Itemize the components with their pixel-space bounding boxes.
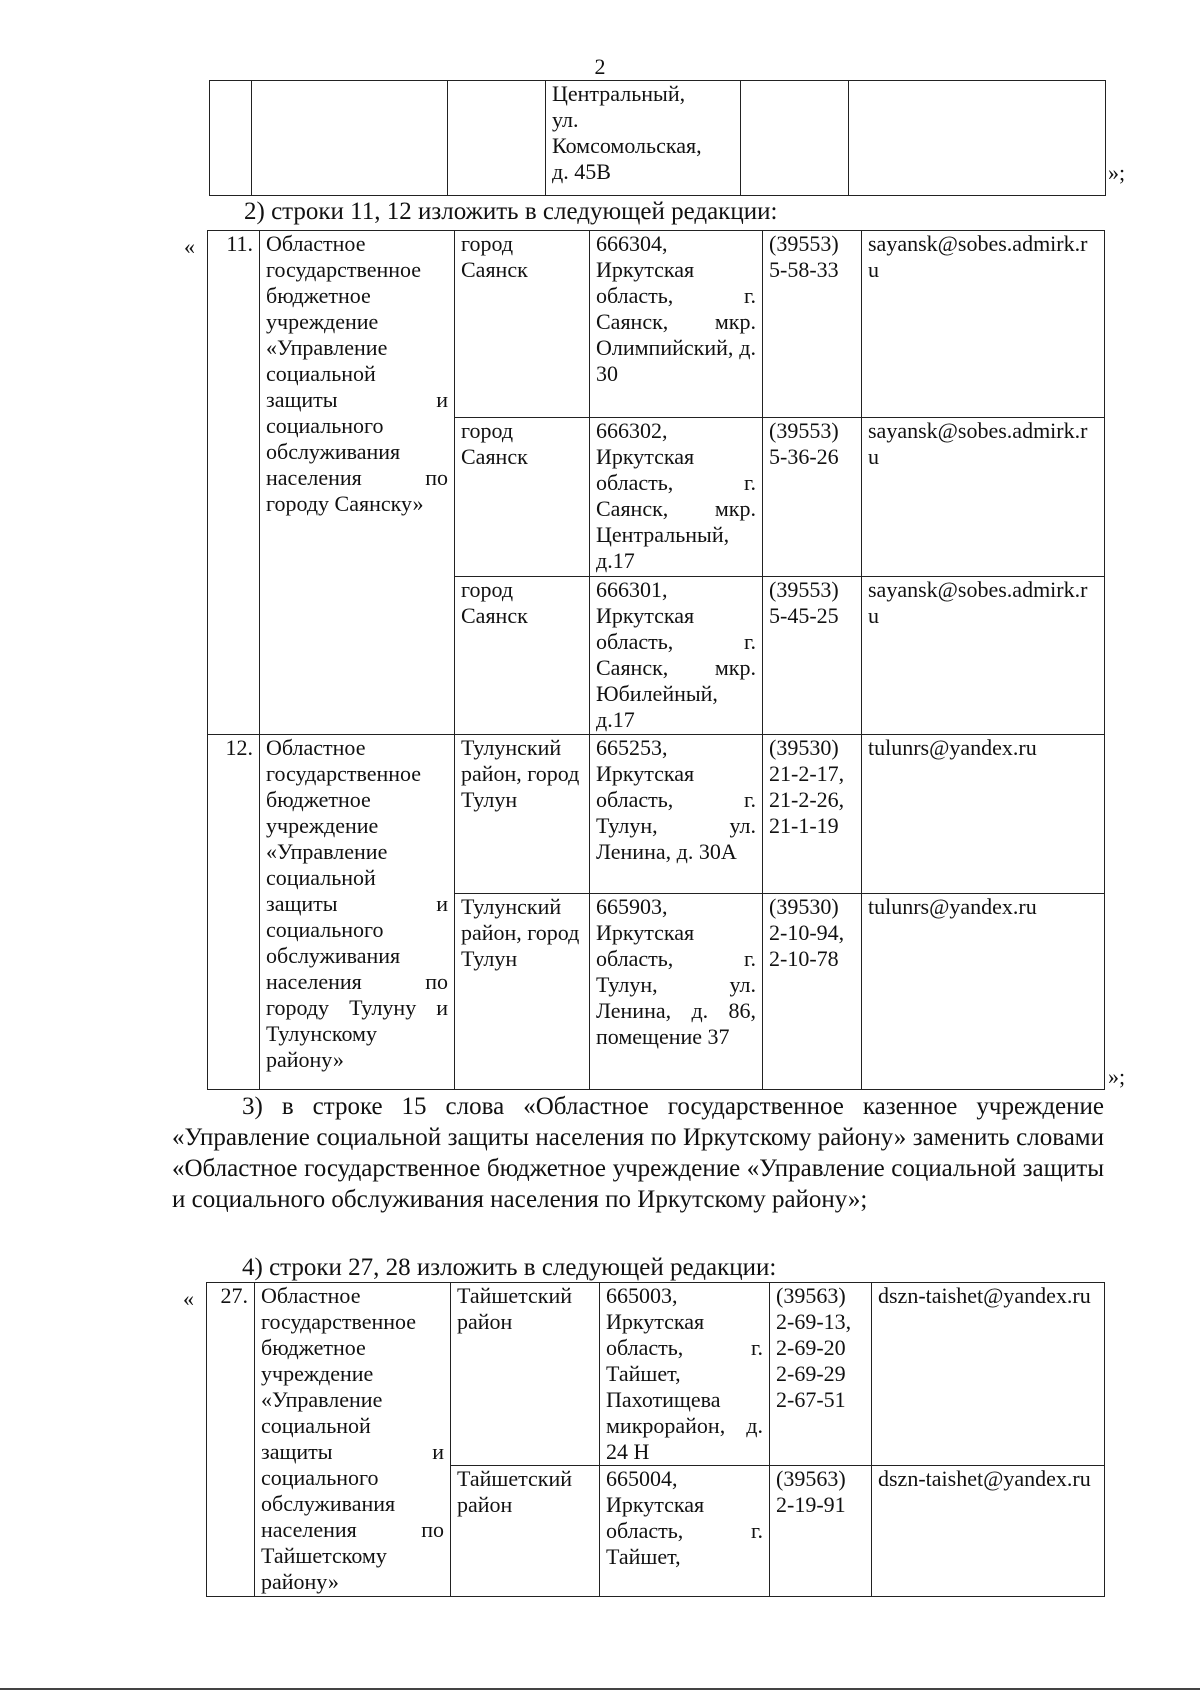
- email-cell: tulunrs@yandex.ru: [862, 735, 1105, 894]
- area-cell: Тайшетский район: [451, 1466, 600, 1597]
- area-cell: город Саянск: [455, 577, 590, 735]
- area-cell: Тулунский район, город Тулун: [455, 735, 590, 894]
- area-cell: Тайшетский район: [451, 1283, 600, 1466]
- phone-cell: (39553) 5-58-33: [763, 231, 862, 418]
- area-cell: город Саянск: [455, 418, 590, 577]
- address-cell: 666302, Иркутская область, г. Саянск, мкр. Центральный, д.17: [590, 418, 763, 577]
- table-row: [208, 735, 1105, 894]
- address-cell: 666304, Иркутская область, г. Саянск, мкр. Олимпийский, д. 30: [590, 231, 763, 418]
- organization-cell: Областное государственное бюджетное учреждение «Управление социальной защиты и социального обслуживания населения по Тайшетскому району»: [255, 1283, 451, 1597]
- table-row: [207, 1283, 1105, 1466]
- phone-cell: (39553) 5-36-26: [763, 418, 862, 577]
- area-cell: город Саянск: [455, 231, 590, 418]
- row-number: 27.: [207, 1283, 255, 1597]
- table-row: [208, 231, 1105, 418]
- close-quote: »;: [1108, 160, 1126, 185]
- paragraph-2: 2) строки 11, 12 изложить в следующей редакции:: [244, 198, 778, 225]
- page-number: 2: [594, 54, 606, 79]
- table-row: [210, 81, 1106, 196]
- email-cell: sayansk@sobes.admirk.ru: [862, 577, 1105, 735]
- email-cell: sayansk@sobes.admirk.ru: [862, 231, 1105, 418]
- email-cell: dszn-taishet@yandex.ru: [872, 1466, 1105, 1597]
- address-cell: 665003, Иркутская область, г. Тайшет, Пахотищева микрорайон, д. 24 Н: [600, 1283, 770, 1466]
- phone-cell: (39563) 2-19-91: [770, 1466, 872, 1597]
- table-rows-11-12: [207, 230, 1105, 1090]
- table-rows-27-28: [206, 1282, 1105, 1597]
- address-cell: 665004, Иркутская область, г. Тайшет,: [600, 1466, 770, 1597]
- open-quote: «: [183, 1286, 194, 1311]
- address-cell: 665903, Иркутская область, г. Тулун, ул. Ленина, д. 86, помещение 37: [590, 894, 763, 1090]
- row-number: 12.: [208, 735, 260, 1090]
- paragraph-3: 3) в строке 15 слова «Областное государственное казенное учреждение «Управление социальной защиты населения по Иркутскому району» заменить словами «Областное государственное бюджетное учреждение «Управление социальной защиты и социального обслуживания населения по Иркутскому району»;: [172, 1093, 1104, 1213]
- address-cell: Центральный, ул. Комсомольская, д. 45В: [546, 81, 741, 196]
- table-continuation: [209, 80, 1106, 196]
- open-quote: «: [184, 234, 195, 259]
- email-cell: dszn-taishet@yandex.ru: [872, 1283, 1105, 1466]
- address-cell: 666301, Иркутская область, г. Саянск, мкр. Юбилейный, д.17: [590, 577, 763, 735]
- address-cell: 665253, Иркутская область, г. Тулун, ул. Ленина, д. 30А: [590, 735, 763, 894]
- organization-cell: Областное государственное бюджетное учреждение «Управление социальной защиты и социального обслуживания населения по городу Тулуну и Тулунскому району»: [260, 735, 455, 1090]
- paragraph-4: 4) строки 27, 28 изложить в следующей редакции:: [242, 1254, 777, 1281]
- phone-cell: (39553) 5-45-25: [763, 577, 862, 735]
- phone-cell: (39530) 21-2-17, 21-2-26, 21-1-19: [763, 735, 862, 894]
- footer-rule: [0, 1688, 1200, 1690]
- phone-cell: (39530) 2-10-94, 2-10-78: [763, 894, 862, 1090]
- phone-cell: (39563) 2-69-13, 2-69-20 2-69-29 2-67-51: [770, 1283, 872, 1466]
- email-cell: sayansk@sobes.admirk.ru: [862, 418, 1105, 577]
- row-number: 11.: [208, 231, 260, 735]
- organization-cell: Областное государственное бюджетное учреждение «Управление социальной защиты и социального обслуживания населения по городу Саянску»: [260, 231, 455, 735]
- email-cell: tulunrs@yandex.ru: [862, 894, 1105, 1090]
- close-quote: »;: [1108, 1064, 1126, 1089]
- area-cell: Тулунский район, город Тулун: [455, 894, 590, 1090]
